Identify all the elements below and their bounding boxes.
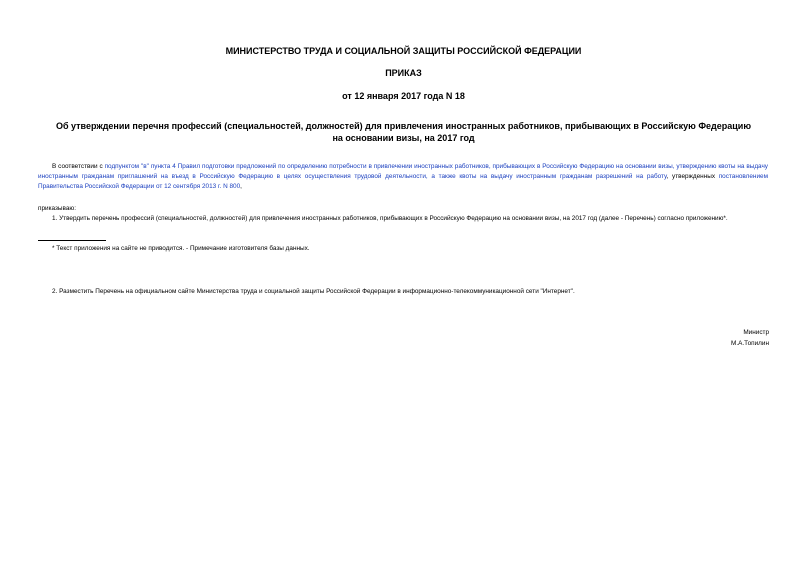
preamble-paragraph xyxy=(38,162,768,192)
preamble-middle: , утвержденных xyxy=(666,173,719,180)
footnote-text: * Текст приложения на сайте не приводится. - Примечание изготовителя базы данных. xyxy=(52,245,310,252)
document-subject: Об утверждении перечня профессий (специальностей, должностей) для привлечения иностранных работников, прибывающих в Российскую Федерацию на основании визы, на 2017 год xyxy=(55,121,752,143)
order-word: приказываю: xyxy=(38,205,76,212)
ministry-title: МИНИСТЕРСТВО ТРУДА И СОЦИАЛЬНОЙ ЗАЩИТЫ РОССИЙСКОЙ ФЕДЕРАЦИИ xyxy=(225,46,582,56)
signatory-name: М.А.Топилин xyxy=(731,340,769,347)
preamble-tail: , xyxy=(240,183,242,190)
document-type: ПРИКАЗ xyxy=(385,68,422,78)
footnote-divider xyxy=(38,240,106,241)
order-item-2: 2. Разместить Перечень на официальном сайте Министерства труда и социальной защиты Российской Федерации в информационно-телекоммуникационной сети "Интернет". xyxy=(52,288,575,295)
resolution-link[interactable]: постановлением Правительства Российской Федерации от 12 сентября 2013 г. N 800 xyxy=(38,173,768,190)
preamble-lead: В соответствии с xyxy=(52,163,105,170)
signatory-title: Министр xyxy=(743,329,769,336)
document-date-number: от 12 января 2017 года N 18 xyxy=(342,91,465,101)
order-item-1: 1. Утвердить перечень профессий (специальностей, должностей) для привлечения иностранных работников, прибывающих в Российскую Федерацию на основании визы, на 2017 год (далее - Перечень) согласно приложению*. xyxy=(52,215,728,222)
rules-link[interactable]: подпунктом "в" пункта 4 Правил подготовки предложений по определению потребности в привлечении иностранных работников, прибывающих в Российскую Федерацию на основании визы, утверждению квоты на выдачу иностранным гражданам приглашений на въезд в Российскую Федерацию в целях осуществления трудовой деятельности, а также квоты на выдачу иностранным гражданам разрешений на работу xyxy=(38,163,768,180)
